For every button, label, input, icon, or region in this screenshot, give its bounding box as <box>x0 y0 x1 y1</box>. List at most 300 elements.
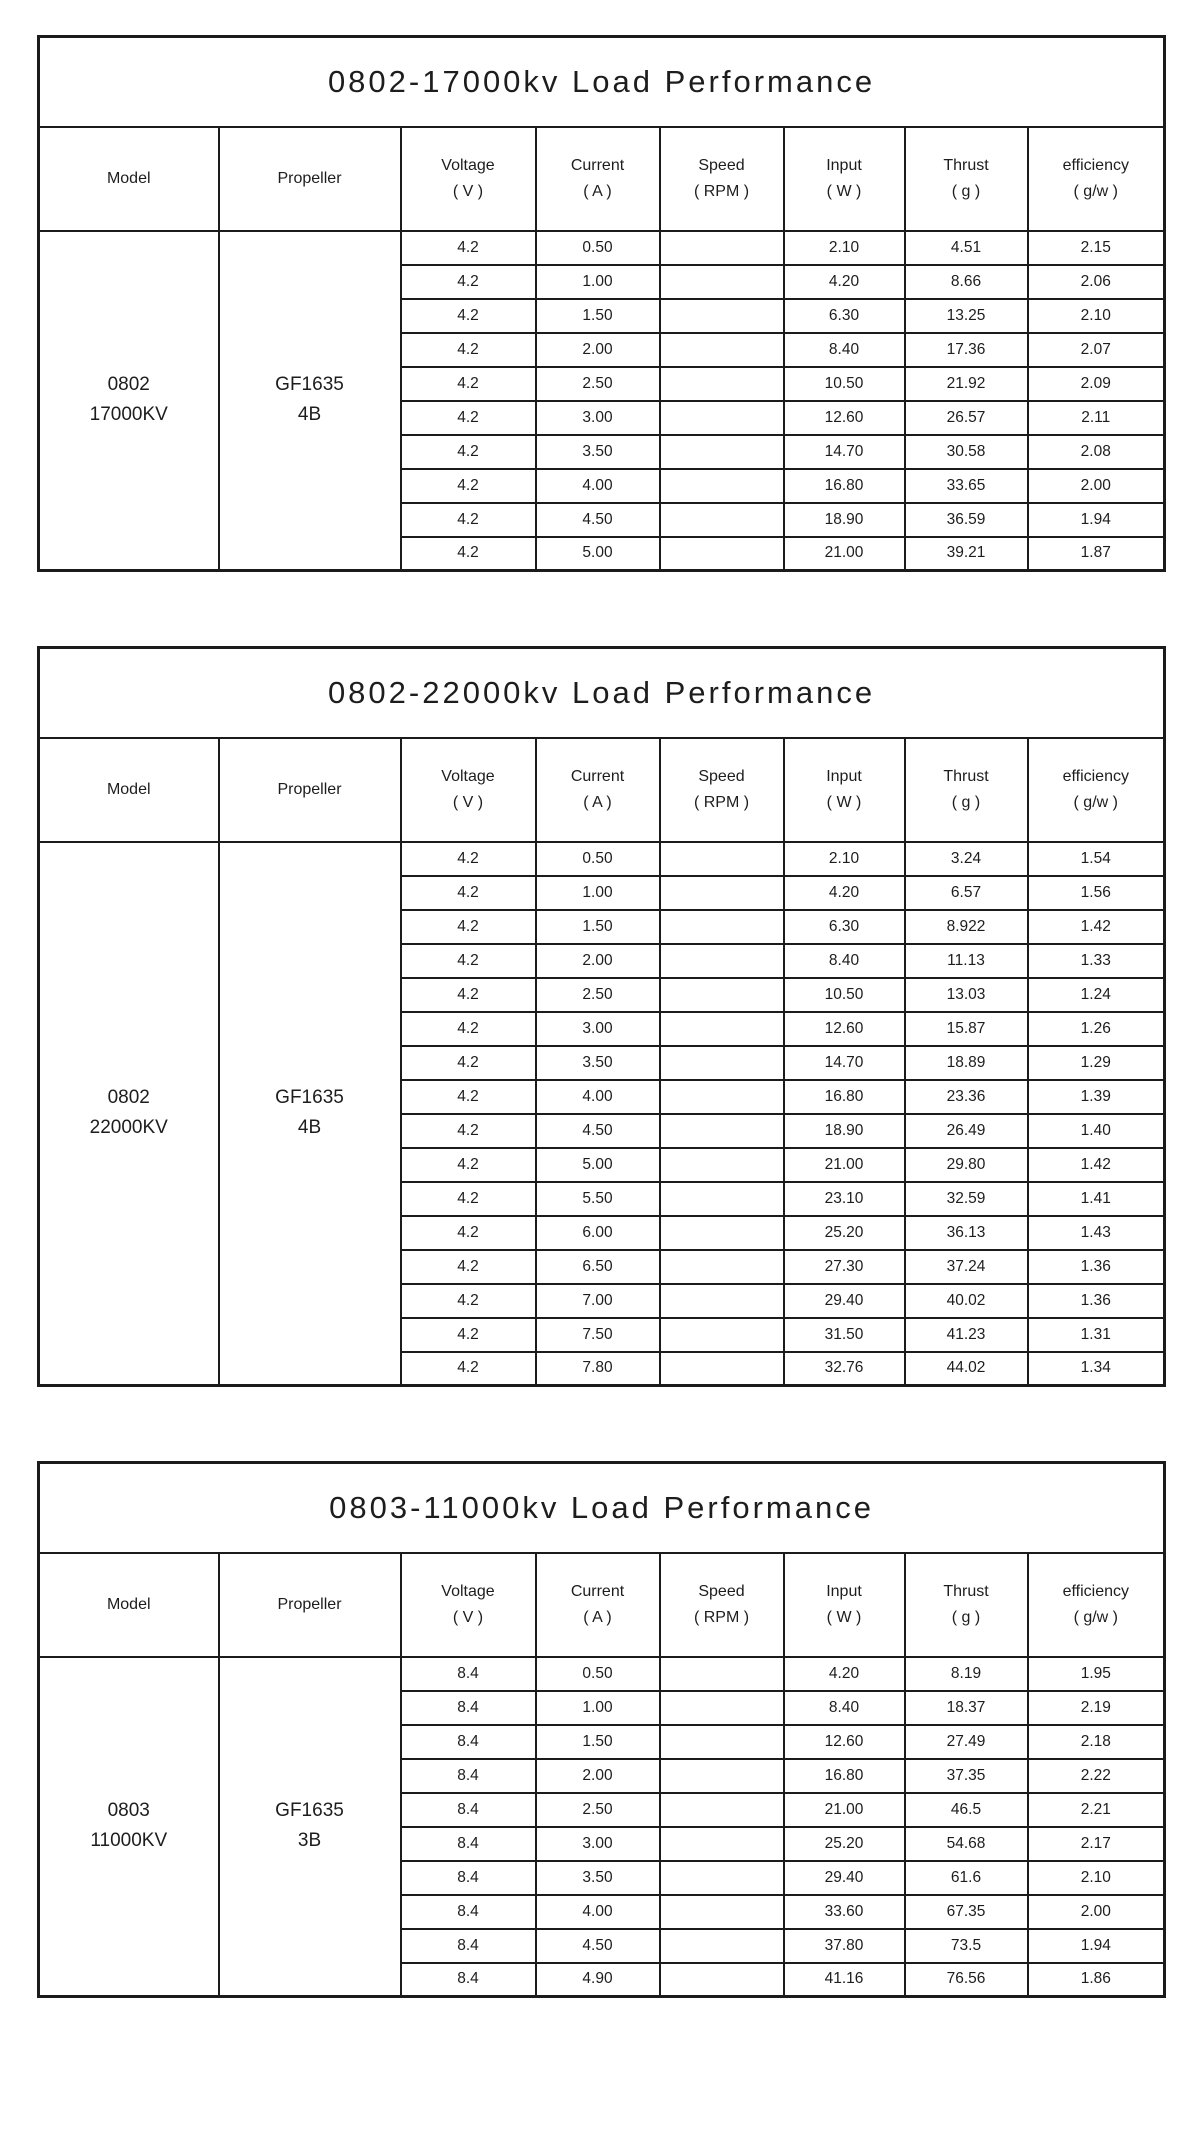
voltage-cell: 4.2 <box>401 876 536 910</box>
speed-cell <box>660 1182 784 1216</box>
column-header-thrust <box>905 738 1028 842</box>
input-cell: 14.70 <box>784 435 905 469</box>
efficiency-cell: 1.24 <box>1028 978 1165 1012</box>
header-label: Speed <box>698 767 745 785</box>
current-cell: 6.00 <box>536 1216 660 1250</box>
current-cell: 0.50 <box>536 842 660 876</box>
column-header-propeller <box>219 738 401 842</box>
input-cell: 21.00 <box>784 537 905 571</box>
current-cell: 0.50 <box>536 1657 660 1691</box>
voltage-cell: 4.2 <box>401 231 536 265</box>
voltage-cell: 4.2 <box>401 1352 536 1386</box>
efficiency-cell: 1.95 <box>1028 1657 1165 1691</box>
input-cell: 32.76 <box>784 1352 905 1386</box>
speed-cell <box>660 1216 784 1250</box>
column-header-row <box>39 738 1165 842</box>
data-row <box>39 1657 1165 1691</box>
input-cell: 41.16 <box>784 1963 905 1997</box>
input-cell: 14.70 <box>784 1046 905 1080</box>
thrust-cell: 8.922 <box>905 910 1028 944</box>
input-cell: 8.40 <box>784 333 905 367</box>
header-label: Model <box>106 169 151 187</box>
thrust-cell: 18.89 <box>905 1046 1028 1080</box>
propeller-line: GF1635 <box>275 1799 344 1821</box>
voltage-cell: 4.2 <box>401 910 536 944</box>
voltage-cell: 4.2 <box>401 1148 536 1182</box>
header-label: Model <box>106 1595 151 1613</box>
voltage-cell: 8.4 <box>401 1827 536 1861</box>
efficiency-cell: 2.08 <box>1028 435 1165 469</box>
speed-cell <box>660 1012 784 1046</box>
thrust-cell: 36.59 <box>905 503 1028 537</box>
efficiency-cell: 2.10 <box>1028 299 1165 333</box>
propeller-line: GF1635 <box>275 1086 344 1108</box>
thrust-cell: 33.65 <box>905 469 1028 503</box>
header-unit: ( V ) <box>452 1608 484 1626</box>
voltage-cell: 8.4 <box>401 1963 536 1997</box>
column-header-efficiency <box>1028 127 1165 231</box>
efficiency-cell: 1.31 <box>1028 1318 1165 1352</box>
voltage-cell: 4.2 <box>401 1080 536 1114</box>
current-cell: 4.50 <box>536 1929 660 1963</box>
input-cell: 8.40 <box>784 944 905 978</box>
column-header-efficiency <box>1028 738 1165 842</box>
header-label: efficiency <box>1062 767 1129 785</box>
efficiency-cell: 2.11 <box>1028 401 1165 435</box>
header-label: Thrust <box>943 1582 989 1600</box>
speed-cell <box>660 1861 784 1895</box>
voltage-cell: 8.4 <box>401 1657 536 1691</box>
efficiency-cell: 2.00 <box>1028 469 1165 503</box>
current-cell: 0.50 <box>536 231 660 265</box>
thrust-cell: 4.51 <box>905 231 1028 265</box>
header-label: Thrust <box>943 767 989 785</box>
voltage-cell: 4.2 <box>401 944 536 978</box>
speed-cell <box>660 1827 784 1861</box>
current-cell: 2.50 <box>536 1793 660 1827</box>
input-cell: 12.60 <box>784 401 905 435</box>
thrust-cell: 15.87 <box>905 1012 1028 1046</box>
current-cell: 1.00 <box>536 1691 660 1725</box>
speed-cell <box>660 1759 784 1793</box>
voltage-cell: 4.2 <box>401 1318 536 1352</box>
header-label: Thrust <box>943 156 989 174</box>
input-cell: 8.40 <box>784 1691 905 1725</box>
efficiency-cell: 1.40 <box>1028 1114 1165 1148</box>
model-line: 0802 <box>107 373 150 395</box>
thrust-cell: 40.02 <box>905 1284 1028 1318</box>
performance-table <box>37 1461 1166 1998</box>
voltage-cell: 4.2 <box>401 469 536 503</box>
current-cell: 1.50 <box>536 1725 660 1759</box>
header-unit: ( g/w ) <box>1073 793 1118 811</box>
column-header-current <box>536 1553 660 1657</box>
voltage-cell: 4.2 <box>401 1216 536 1250</box>
header-unit: ( V ) <box>452 182 484 200</box>
input-cell: 4.20 <box>784 1657 905 1691</box>
model-line: 0803 <box>107 1799 150 1821</box>
efficiency-cell: 2.22 <box>1028 1759 1165 1793</box>
voltage-cell: 4.2 <box>401 537 536 571</box>
column-header-thrust <box>905 1553 1028 1657</box>
current-cell: 5.50 <box>536 1182 660 1216</box>
speed-cell <box>660 1080 784 1114</box>
efficiency-cell: 1.94 <box>1028 1929 1165 1963</box>
table-title: 0802-17000kv Load Performance <box>39 37 1165 127</box>
column-header-input <box>784 127 905 231</box>
column-header-model <box>39 127 219 231</box>
input-cell: 31.50 <box>784 1318 905 1352</box>
header-label: Voltage <box>441 1582 495 1600</box>
header-unit: ( g ) <box>951 182 981 200</box>
thrust-cell: 67.35 <box>905 1895 1028 1929</box>
input-cell: 16.80 <box>784 1080 905 1114</box>
thrust-cell: 11.13 <box>905 944 1028 978</box>
efficiency-cell: 2.18 <box>1028 1725 1165 1759</box>
current-cell: 5.00 <box>536 1148 660 1182</box>
input-cell: 6.30 <box>784 910 905 944</box>
header-label: Propeller <box>277 780 342 798</box>
speed-cell <box>660 367 784 401</box>
column-header-voltage <box>401 738 536 842</box>
table-title-row <box>39 37 1165 127</box>
column-header-voltage <box>401 127 536 231</box>
voltage-cell: 4.2 <box>401 333 536 367</box>
speed-cell <box>660 1895 784 1929</box>
column-header-efficiency <box>1028 1553 1165 1657</box>
speed-cell <box>660 944 784 978</box>
thrust-cell: 36.13 <box>905 1216 1028 1250</box>
speed-cell <box>660 469 784 503</box>
current-cell: 2.50 <box>536 367 660 401</box>
efficiency-cell: 1.36 <box>1028 1250 1165 1284</box>
thrust-cell: 37.35 <box>905 1759 1028 1793</box>
voltage-cell: 4.2 <box>401 1114 536 1148</box>
input-cell: 25.20 <box>784 1216 905 1250</box>
efficiency-cell: 1.86 <box>1028 1963 1165 1997</box>
input-cell: 12.60 <box>784 1725 905 1759</box>
thrust-cell: 17.36 <box>905 333 1028 367</box>
voltage-cell: 8.4 <box>401 1759 536 1793</box>
efficiency-cell: 2.15 <box>1028 231 1165 265</box>
thrust-cell: 73.5 <box>905 1929 1028 1963</box>
header-label: Speed <box>698 1582 745 1600</box>
efficiency-cell: 1.36 <box>1028 1284 1165 1318</box>
input-cell: 12.60 <box>784 1012 905 1046</box>
propeller-line: 3B <box>297 1830 322 1852</box>
thrust-cell: 6.57 <box>905 876 1028 910</box>
efficiency-cell: 2.07 <box>1028 333 1165 367</box>
input-cell: 29.40 <box>784 1284 905 1318</box>
input-cell: 4.20 <box>784 265 905 299</box>
thrust-cell: 13.25 <box>905 299 1028 333</box>
thrust-cell: 13.03 <box>905 978 1028 1012</box>
column-header-thrust <box>905 127 1028 231</box>
efficiency-cell: 1.42 <box>1028 1148 1165 1182</box>
input-cell: 21.00 <box>784 1793 905 1827</box>
header-unit: ( A ) <box>583 1608 612 1626</box>
header-unit: ( V ) <box>452 793 484 811</box>
input-cell: 18.90 <box>784 503 905 537</box>
speed-cell <box>660 1046 784 1080</box>
current-cell: 4.50 <box>536 503 660 537</box>
column-header-speed <box>660 127 784 231</box>
header-label: Current <box>570 156 625 174</box>
header-label: Voltage <box>441 156 495 174</box>
propeller-cell <box>219 231 401 571</box>
propeller-line: GF1635 <box>275 373 344 395</box>
table-title-row <box>39 1463 1165 1553</box>
thrust-cell: 39.21 <box>905 537 1028 571</box>
performance-table <box>37 646 1166 1387</box>
voltage-cell: 4.2 <box>401 299 536 333</box>
column-header-row <box>39 127 1165 231</box>
voltage-cell: 4.2 <box>401 265 536 299</box>
header-unit: ( RPM ) <box>693 182 750 200</box>
speed-cell <box>660 978 784 1012</box>
header-label: Speed <box>698 156 745 174</box>
input-cell: 6.30 <box>784 299 905 333</box>
current-cell: 1.50 <box>536 299 660 333</box>
input-cell: 29.40 <box>784 1861 905 1895</box>
model-line: 11000KV <box>90 1830 168 1852</box>
model-cell <box>39 231 219 571</box>
current-cell: 6.50 <box>536 1250 660 1284</box>
current-cell: 3.00 <box>536 401 660 435</box>
header-unit: ( g ) <box>951 793 981 811</box>
current-cell: 1.50 <box>536 910 660 944</box>
voltage-cell: 8.4 <box>401 1861 536 1895</box>
input-cell: 4.20 <box>784 876 905 910</box>
speed-cell <box>660 842 784 876</box>
column-header-current <box>536 127 660 231</box>
current-cell: 2.00 <box>536 1759 660 1793</box>
input-cell: 18.90 <box>784 1114 905 1148</box>
thrust-cell: 30.58 <box>905 435 1028 469</box>
header-unit: ( g ) <box>951 1608 981 1626</box>
speed-cell <box>660 1318 784 1352</box>
input-cell: 2.10 <box>784 231 905 265</box>
thrust-cell: 46.5 <box>905 1793 1028 1827</box>
thrust-cell: 44.02 <box>905 1352 1028 1386</box>
speed-cell <box>660 1284 784 1318</box>
header-label: Input <box>826 1582 862 1600</box>
thrust-cell: 41.23 <box>905 1318 1028 1352</box>
current-cell: 2.50 <box>536 978 660 1012</box>
model-cell <box>39 1657 219 1997</box>
data-row <box>39 231 1165 265</box>
efficiency-cell: 1.87 <box>1028 537 1165 571</box>
column-header-model <box>39 1553 219 1657</box>
speed-cell <box>660 1114 784 1148</box>
header-unit: ( W ) <box>826 1608 862 1626</box>
model-line: 0802 <box>107 1086 150 1108</box>
column-header-input <box>784 738 905 842</box>
thrust-cell: 23.36 <box>905 1080 1028 1114</box>
header-unit: ( A ) <box>583 182 612 200</box>
voltage-cell: 8.4 <box>401 1929 536 1963</box>
header-label: Voltage <box>441 767 495 785</box>
column-header-propeller <box>219 1553 401 1657</box>
voltage-cell: 4.2 <box>401 978 536 1012</box>
speed-cell <box>660 401 784 435</box>
input-cell: 25.20 <box>784 1827 905 1861</box>
header-label: Propeller <box>277 169 342 187</box>
input-cell: 16.80 <box>784 469 905 503</box>
speed-cell <box>660 1725 784 1759</box>
thrust-cell: 18.37 <box>905 1691 1028 1725</box>
speed-cell <box>660 910 784 944</box>
thrust-cell: 29.80 <box>905 1148 1028 1182</box>
efficiency-cell: 1.29 <box>1028 1046 1165 1080</box>
voltage-cell: 4.2 <box>401 1182 536 1216</box>
speed-cell <box>660 1657 784 1691</box>
input-cell: 27.30 <box>784 1250 905 1284</box>
efficiency-cell: 2.19 <box>1028 1691 1165 1725</box>
header-unit: ( g/w ) <box>1073 182 1118 200</box>
header-unit: ( RPM ) <box>693 793 750 811</box>
header-unit: ( g/w ) <box>1073 1608 1119 1626</box>
speed-cell <box>660 1929 784 1963</box>
model-cell <box>39 842 219 1386</box>
thrust-cell: 54.68 <box>905 1827 1028 1861</box>
current-cell: 7.00 <box>536 1284 660 1318</box>
column-header-model <box>39 738 219 842</box>
current-cell: 7.50 <box>536 1318 660 1352</box>
voltage-cell: 4.2 <box>401 1284 536 1318</box>
voltage-cell: 8.4 <box>401 1691 536 1725</box>
current-cell: 4.00 <box>536 469 660 503</box>
voltage-cell: 8.4 <box>401 1895 536 1929</box>
thrust-cell: 61.6 <box>905 1861 1028 1895</box>
current-cell: 1.00 <box>536 265 660 299</box>
column-header-row <box>39 1553 1165 1657</box>
thrust-cell: 37.24 <box>905 1250 1028 1284</box>
efficiency-cell: 1.54 <box>1028 842 1165 876</box>
voltage-cell: 4.2 <box>401 401 536 435</box>
propeller-cell <box>219 842 401 1386</box>
speed-cell <box>660 1352 784 1386</box>
thrust-cell: 27.49 <box>905 1725 1028 1759</box>
efficiency-cell: 1.43 <box>1028 1216 1165 1250</box>
efficiency-cell: 2.17 <box>1028 1827 1165 1861</box>
efficiency-cell: 1.33 <box>1028 944 1165 978</box>
header-label: Current <box>570 1582 625 1600</box>
efficiency-cell: 2.09 <box>1028 367 1165 401</box>
speed-cell <box>660 1963 784 1997</box>
current-cell: 1.00 <box>536 876 660 910</box>
header-label: Input <box>826 156 862 174</box>
input-cell: 2.10 <box>784 842 905 876</box>
header-label: efficiency <box>1062 1582 1129 1600</box>
current-cell: 3.50 <box>536 1046 660 1080</box>
speed-cell <box>660 333 784 367</box>
column-header-input <box>784 1553 905 1657</box>
current-cell: 3.00 <box>536 1012 660 1046</box>
efficiency-cell: 1.41 <box>1028 1182 1165 1216</box>
current-cell: 2.00 <box>536 333 660 367</box>
input-cell: 10.50 <box>784 978 905 1012</box>
speed-cell <box>660 299 784 333</box>
voltage-cell: 4.2 <box>401 1250 536 1284</box>
speed-cell <box>660 1691 784 1725</box>
input-cell: 21.00 <box>784 1148 905 1182</box>
header-label: efficiency <box>1062 156 1129 174</box>
thrust-cell: 8.66 <box>905 265 1028 299</box>
efficiency-cell: 1.34 <box>1028 1352 1165 1386</box>
header-unit: ( W ) <box>826 182 862 200</box>
header-label: Current <box>570 767 625 785</box>
voltage-cell: 8.4 <box>401 1793 536 1827</box>
table-title: 0802-22000kv Load Performance <box>39 648 1165 738</box>
speed-cell <box>660 265 784 299</box>
current-cell: 7.80 <box>536 1352 660 1386</box>
speed-cell <box>660 435 784 469</box>
header-unit: ( A ) <box>583 793 612 811</box>
column-header-voltage <box>401 1553 536 1657</box>
column-header-speed <box>660 1553 784 1657</box>
input-cell: 16.80 <box>784 1759 905 1793</box>
current-cell: 4.90 <box>536 1963 660 1997</box>
header-label: Propeller <box>277 1595 342 1613</box>
efficiency-cell: 2.00 <box>1028 1895 1165 1929</box>
efficiency-cell: 2.21 <box>1028 1793 1165 1827</box>
table-title-row <box>39 648 1165 738</box>
efficiency-cell: 1.39 <box>1028 1080 1165 1114</box>
input-cell: 10.50 <box>784 367 905 401</box>
speed-cell <box>660 537 784 571</box>
input-cell: 23.10 <box>784 1182 905 1216</box>
thrust-cell: 26.57 <box>905 401 1028 435</box>
model-line: 22000KV <box>89 1117 168 1139</box>
propeller-line: 4B <box>297 1117 322 1139</box>
efficiency-cell: 1.26 <box>1028 1012 1165 1046</box>
propeller-cell <box>219 1657 401 1997</box>
current-cell: 5.00 <box>536 537 660 571</box>
voltage-cell: 4.2 <box>401 367 536 401</box>
model-line: 17000KV <box>89 404 168 426</box>
header-unit: ( W ) <box>826 793 862 811</box>
input-cell: 37.80 <box>784 1929 905 1963</box>
voltage-cell: 8.4 <box>401 1725 536 1759</box>
voltage-cell: 4.2 <box>401 1046 536 1080</box>
propeller-line: 4B <box>297 404 322 426</box>
header-label: Input <box>826 767 862 785</box>
current-cell: 2.00 <box>536 944 660 978</box>
voltage-cell: 4.2 <box>401 1012 536 1046</box>
column-header-propeller <box>219 127 401 231</box>
tables-container <box>37 35 1163 1998</box>
header-unit: ( RPM ) <box>693 1608 750 1626</box>
voltage-cell: 4.2 <box>401 842 536 876</box>
speed-cell <box>660 876 784 910</box>
speed-cell <box>660 1793 784 1827</box>
speed-cell <box>660 503 784 537</box>
speed-cell <box>660 231 784 265</box>
current-cell: 4.00 <box>536 1080 660 1114</box>
efficiency-cell: 1.42 <box>1028 910 1165 944</box>
efficiency-cell: 1.56 <box>1028 876 1165 910</box>
current-cell: 3.00 <box>536 1827 660 1861</box>
voltage-cell: 4.2 <box>401 435 536 469</box>
current-cell: 3.50 <box>536 1861 660 1895</box>
speed-cell <box>660 1148 784 1182</box>
current-cell: 3.50 <box>536 435 660 469</box>
speed-cell <box>660 1250 784 1284</box>
thrust-cell: 32.59 <box>905 1182 1028 1216</box>
current-cell: 4.00 <box>536 1895 660 1929</box>
efficiency-cell: 2.10 <box>1028 1861 1165 1895</box>
